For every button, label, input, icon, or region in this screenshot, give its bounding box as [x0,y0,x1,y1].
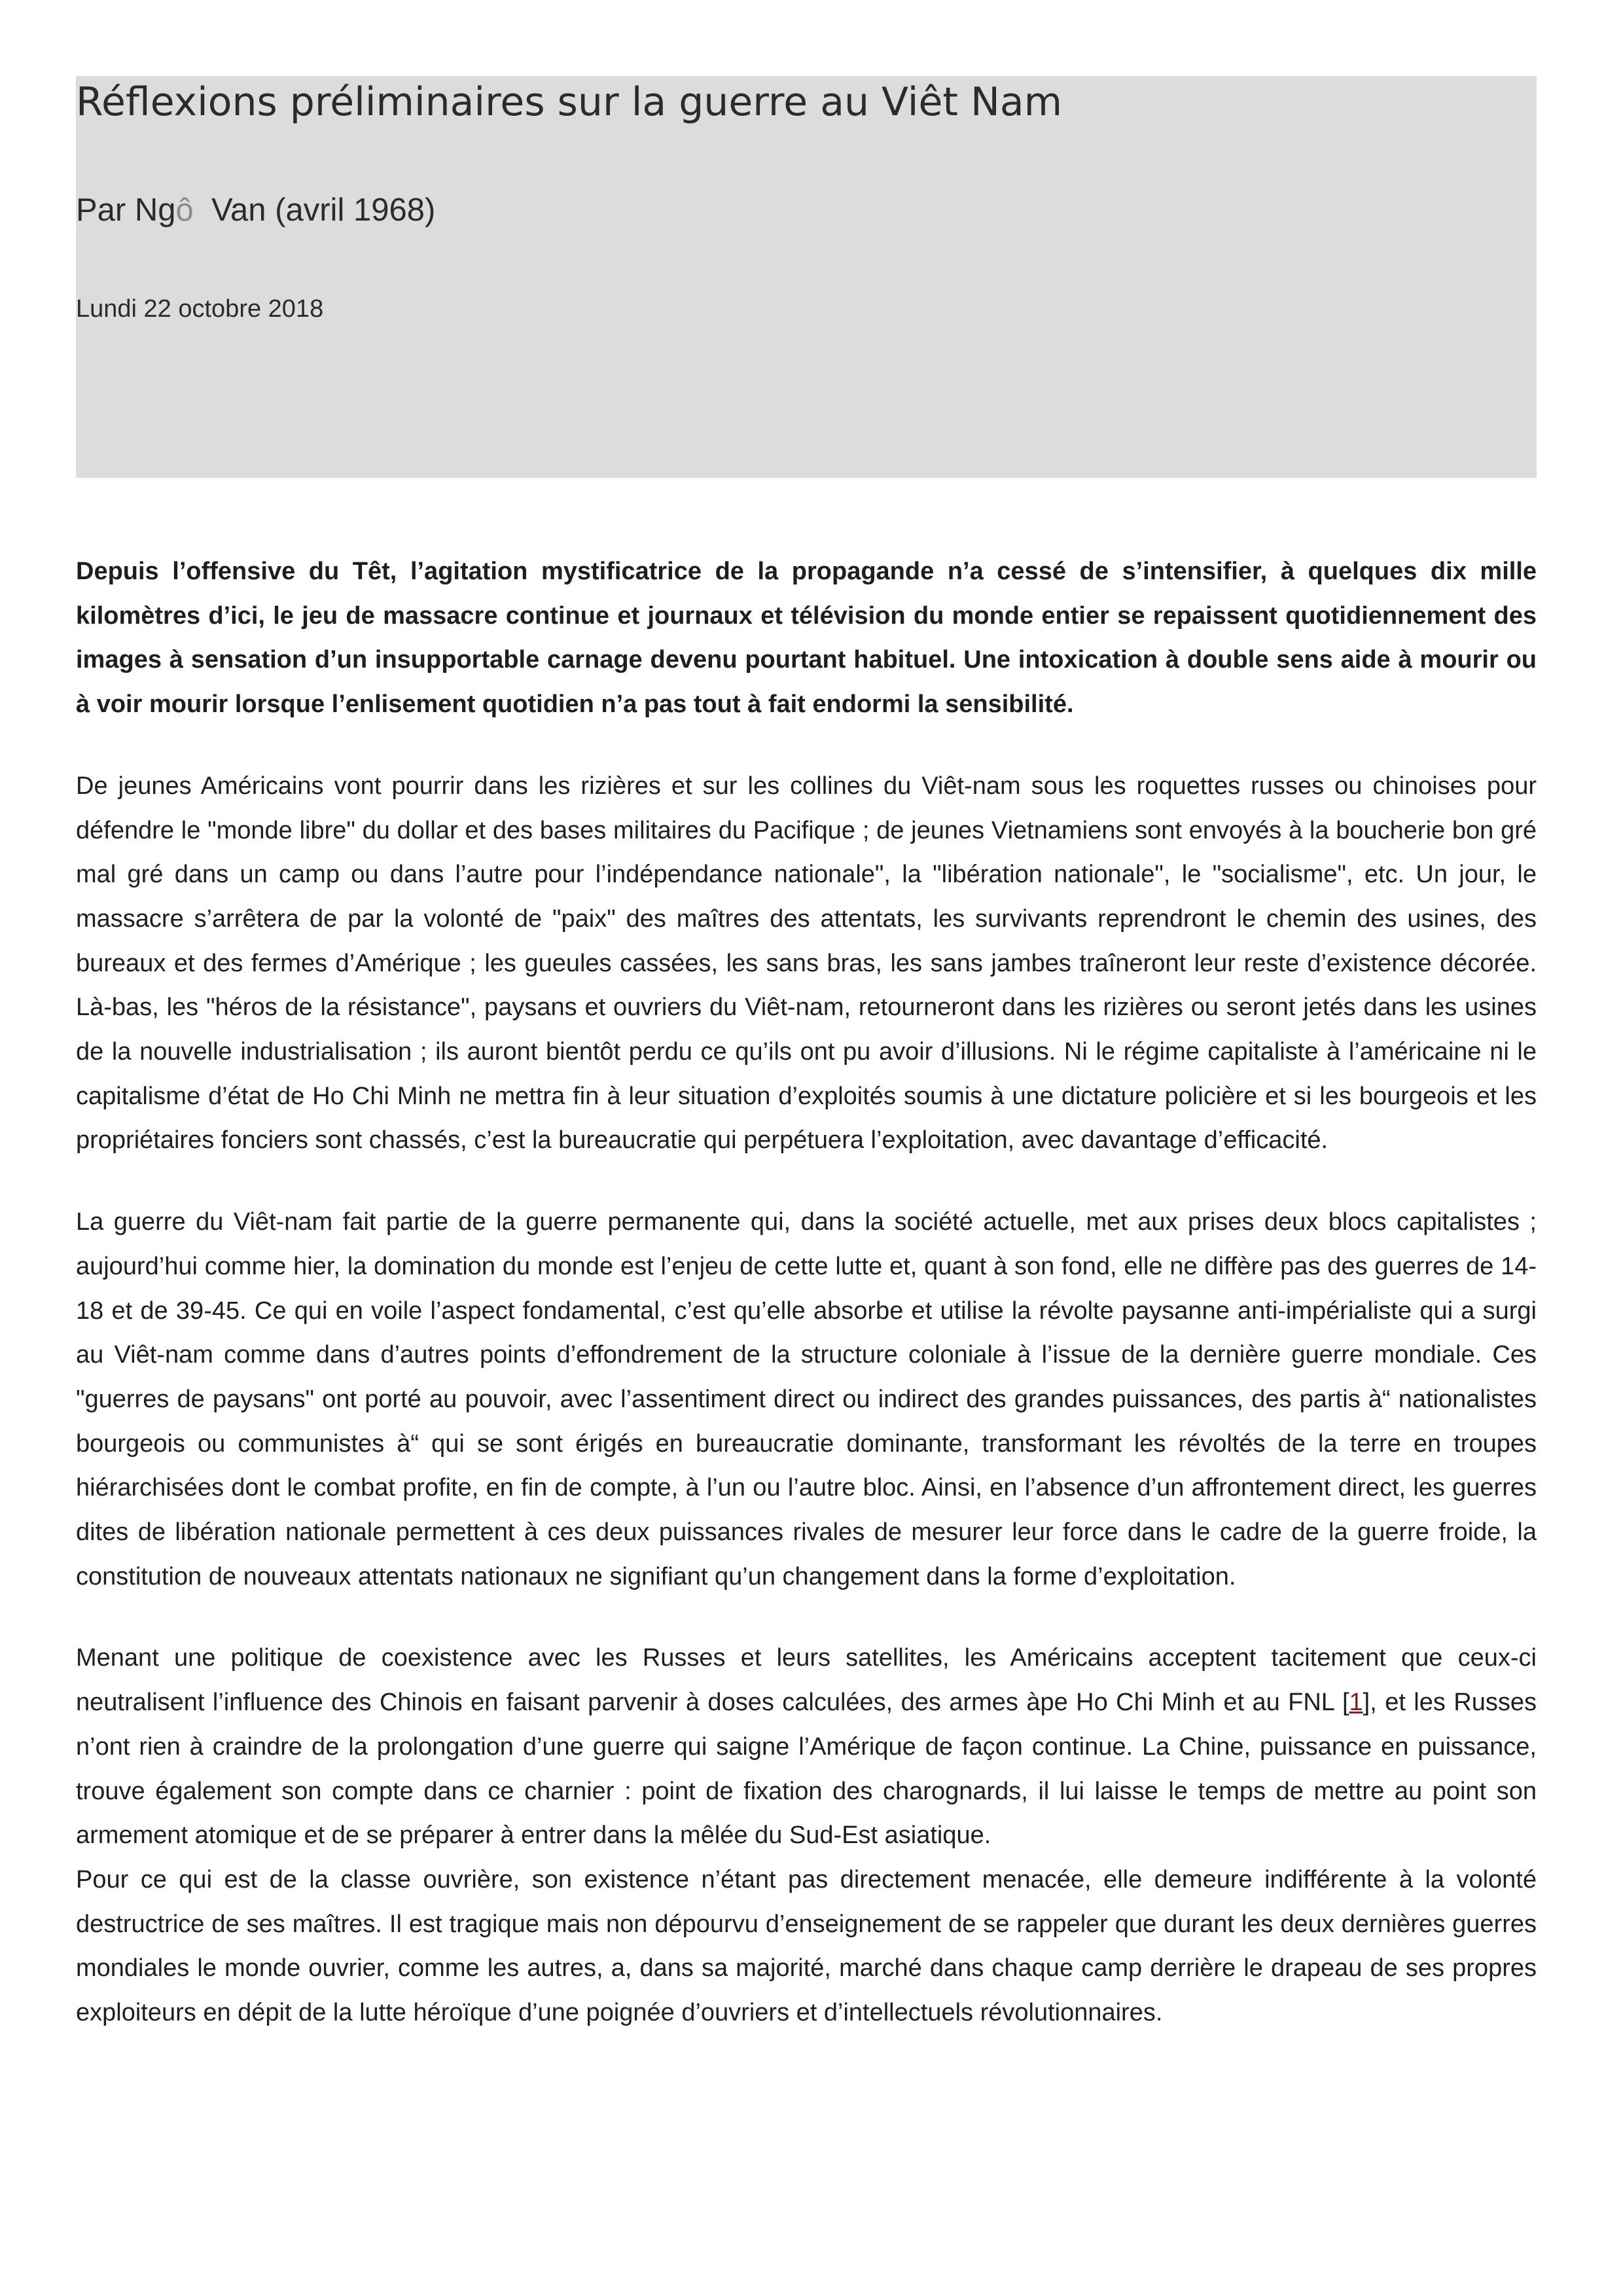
byline [76,190,435,230]
page-title: Réflexions préliminaires sur la guerre au Viêt Nam [76,79,1063,125]
lead-paragraph: Depuis l’offensive du Têt, l’agitation mystificatrice de la propagande n’a cessé de s’intensifier, à quelques dix mille kilomètres d’ici, le jeu de massacre continue et journaux et télévision du monde entier se repaissent quotidiennement des images à sensation d’un insupportable carnage devenu pourtant habituel. Une intoxication à double sens aide à mourir ou à voir mourir lorsque l’enlisement quotidien n’a pas tout à fait endormi la sensibilité. [76,558,1537,719]
paragraph-3-start: Menant une politique de coexistence avec les Russes et leurs satellites, les Américains acceptent tacitement que ceux-ci neutralisent l’influence des Chinois en faisant parvenir à doses calculées, des armes àpe Ho Chi Minh et au FNL [ [76,1644,1537,1717]
byline-prefix: Par Ng [76,192,176,228]
header-box [76,76,1537,478]
paragraph-3 [76,1636,1537,1858]
footnote-link-1[interactable]: 1 [1349,1689,1363,1717]
article-body [76,550,1537,2073]
byline-accent: ô [175,192,194,228]
publication-date: Lundi 22 octobre 2018 [76,295,324,323]
byline-suffix: Van (avril 1968) [193,192,436,228]
paragraph-2: La guerre du Viêt-nam fait partie de la guerre permanente qui, dans la société actuelle, met aux prises deux blocs capitalistes ; aujourd’hui comme hier, la domination du monde est l’enjeu de cette lutte et, quant à son fond, elle ne diffère pas des guerres de 14-18 et de 39-45. Ce qui en voile l’aspect fondamental, c’est qu’elle absorbe et utilise la révolte paysanne anti-impérialiste qui a surgi au Viêt-nam comme dans d’autres points d’effondrement de la structure coloniale à l’issue de la dernière guerre mondiale. Ces "guerres de paysans" ont porté au pouvoir, avec l’assentiment direct ou indirect des grandes puissances, des partis à“ nationalistes bourgeois ou communistes à“ qui se sont érigés en bureaucratie dominante, transformant les révoltés de la terre en troupes hiérarchisées dont le combat profite, en fin de compte, à l’un ou l’autre bloc. Ainsi, en l’absence d’un affrontement direct, les guerres dites de libération nationale permettent à ces deux puissances rivales de mesurer leur force dans le cadre de la guerre froide, la constitution de nouveaux attentats nationaux ne signifiant qu’un changement dans la forme d’exploitation. [76,1208,1537,1590]
paragraph-3-end: ], et les Russes n’ont rien à craindre de la prolongation d’une guerre qui saigne l’Amérique de façon continue. La Chine, puissance en puissance, trouve également son compte dans ce charnier : point de fixation des charognards, il lui laisse le temps de mettre au point son armement atomique et de se préparer à entrer dans la mêlée du Sud-Est asiatique. [76,1689,1537,1850]
paragraph-1: De jeunes Américains vont pourrir dans les rizières et sur les collines du Viêt-nam sous les roquettes russes ou chinoises pour défendre le "monde libre" du dollar et des bases militaires du Pacifique ; de jeunes Vietnamiens sont envoyés à la boucherie bon gré mal gré dans un camp ou dans l’autre pour l’indépendance nationale", la "libération nationale", le "socialisme", etc. Un jour, le massacre s’arrêtera de par la volonté de "paix" des maîtres des attentats, les survivants reprendront le chemin des usines, des bureaux et des fermes d’Amérique ; les gueules cassées, les sans bras, les sans jambes traîneront leur reste d’existence décorée. Là-bas, les "héros de la résistance", paysans et ouvriers du Viêt-nam, retourneront dans les rizières ou seront jetés dans les usines de la nouvelle industrialisation ; ils auront bientôt perdu ce qu’ils ont pu avoir d’illusions. Ni le régime capitaliste à l’américaine ni le capitalisme d’état de Ho Chi Minh ne mettra fin à leur situation d’exploités soumis à une dictature policière et si les bourgeois et les propriétaires fonciers sont chassés, c’est la bureaucratie qui perpétuera l’exploitation, avec davantage d’efficacité. [76,772,1537,1155]
paragraph-4: Pour ce qui est de la classe ouvrière, son existence n’étant pas directement menacée, elle demeure indifférente à la volonté destructrice de ses maîtres. Il est tragique mais non dépourvu d’enseignement de se rappeler que durant les deux dernières guerres mondiales le monde ouvrier, comme les autres, a, dans sa majorité, marché dans chaque camp derrière le drapeau de ses propres exploiteurs en dépit de la lutte héroïque d’une poignée d’ouvriers et d’intellectuels révolutionnaires. [76,1865,1537,2027]
